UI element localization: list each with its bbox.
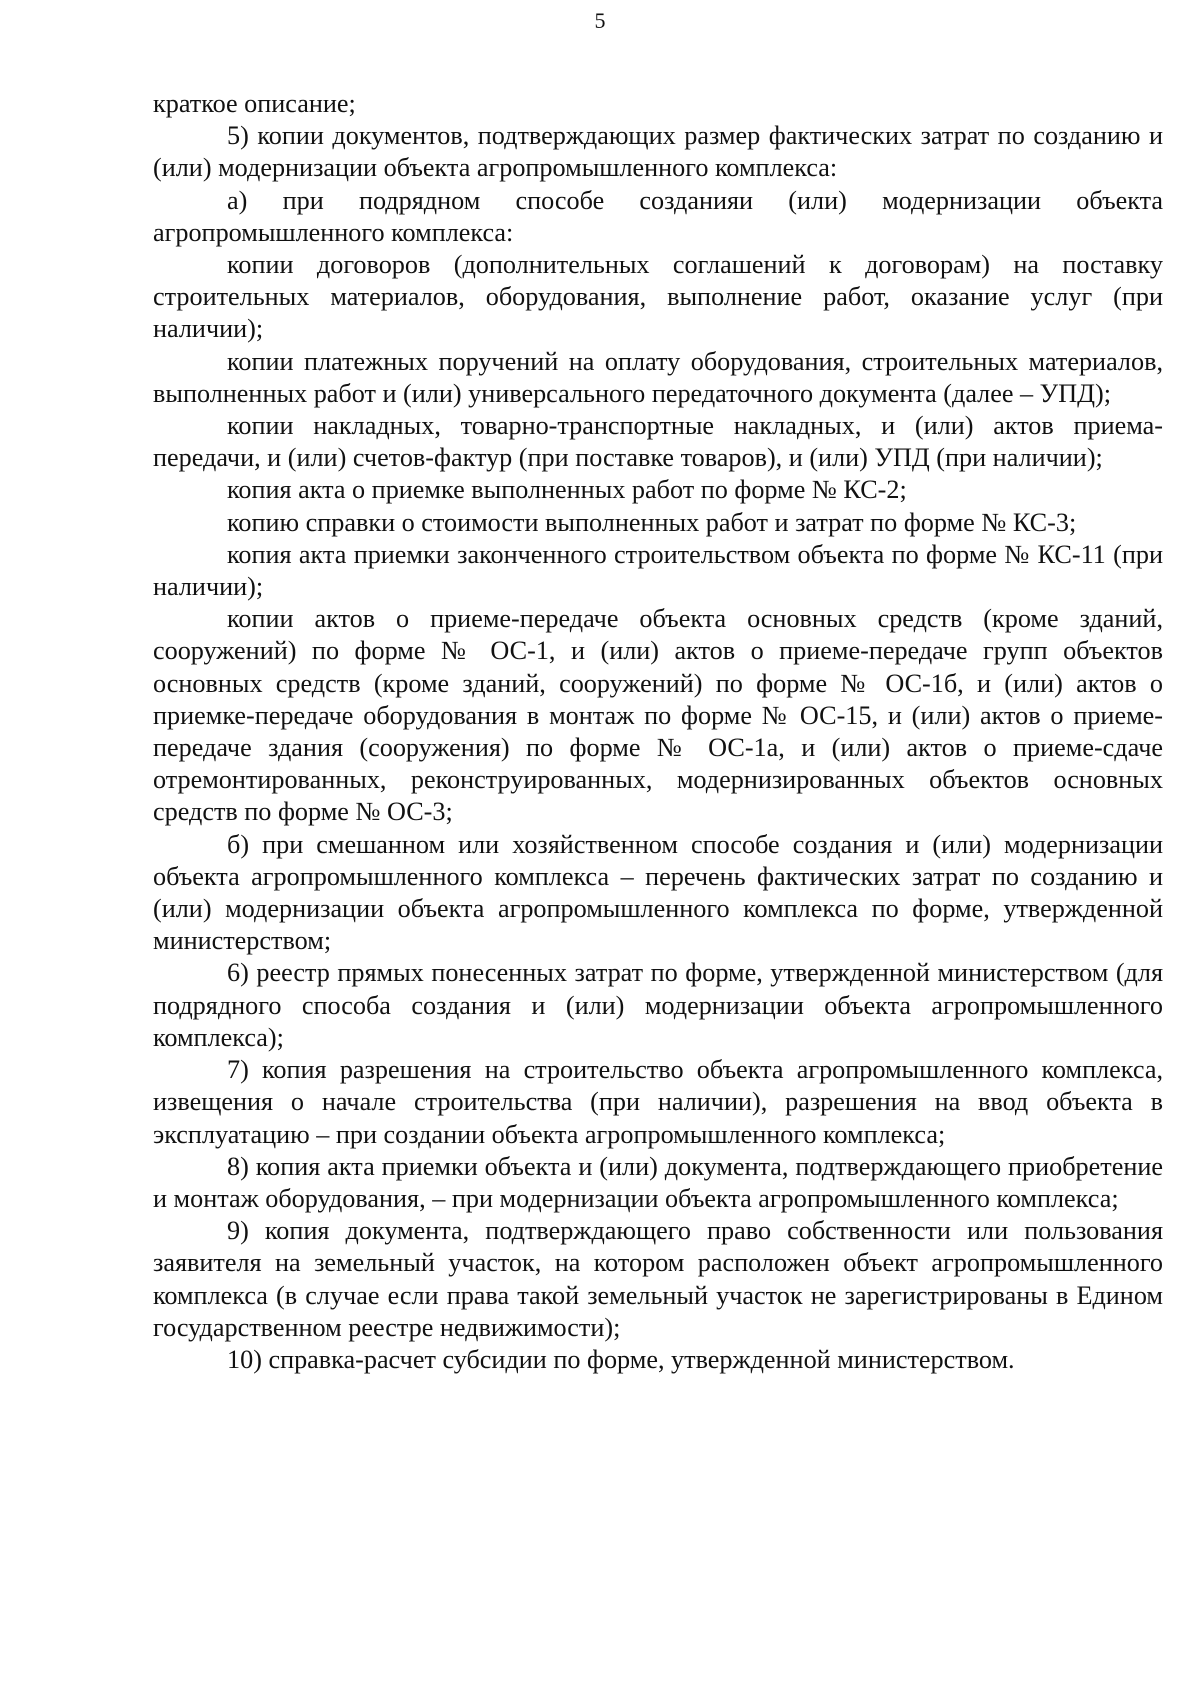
- paragraph-contracts: копии договоров (дополнительных соглашений к договорам) на поставку строительных материалов, оборудования, выполнение работ, оказание услуг (при наличии);: [153, 250, 1163, 344]
- paragraph-item-5: 5) копии документов, подтверждающих размер фактических затрат по созданию и (или) модернизации объекта агропромышленного комплекса:: [153, 121, 1163, 183]
- paragraph-item-10: 10) справка-расчет субсидии по форме, утвержденной министерством.: [227, 1344, 1015, 1374]
- paragraph-ks2: копия акта о приемке выполненных работ по форме № КС-2;: [227, 475, 907, 505]
- paragraph-item-6: 6) реестр прямых понесенных затрат по форме, утвержденной министерством (для подрядного способа создания и (или) модернизации объекта агропромышленного комплекса);: [153, 958, 1163, 1052]
- paragraph-item-5b: б) при смешанном или хозяйственном способе создания и (или) модернизации объекта агропромышленного комплекса – перечень фактических затрат по созданию и (или) модернизации объекта агропромышленного комплекса по форме, утвержденной министерством;: [153, 829, 1163, 956]
- paragraph-item-8: 8) копия акта приемки объекта и (или) документа, подтверждающего приобретение и монтаж оборудования, – при модернизации объекта агропромышленного комплекса;: [153, 1151, 1163, 1213]
- paragraph-ks11: копия акта приемки законченного строительством объекта по форме № КС-11 (при наличии);: [153, 539, 1163, 602]
- page-number: 5: [594, 8, 606, 33]
- paragraph-brief-description: краткое описание;: [153, 89, 356, 118]
- paragraph-item-7: 7) копия разрешения на строительство объекта агропромышленного комплекса, извещения о начале строительства (при наличии), разрешения на ввод объекта в эксплуатацию – при создании объекта агропромышленного комплекса;: [153, 1055, 1163, 1149]
- paragraph-waybills: копии накладных, товарно-транспортные накладных, и (или) актов приема-передачи, и (или) счетов-фактур (при поставке товаров), и (или) УПД (при наличии);: [153, 411, 1163, 473]
- paragraph-ks3: копию справки о стоимости выполненных работ и затрат по форме № КС-3;: [227, 507, 1077, 537]
- document-body: [153, 88, 1163, 1376]
- paragraph-item-5a: а) при подрядном способе созданияи (или) модернизации объекта агропромышленного комплекса:: [153, 185, 1163, 247]
- paragraph-payment-orders: копии платежных поручений на оплату оборудования, строительных материалов, выполненных работ и (или) универсального передаточного документа (далее – УПД);: [153, 346, 1163, 408]
- paragraph-item-9: 9) копия документа, подтверждающего право собственности или пользования заявителя на земельный участок, на котором расположен объект агропромышленного комплекса (в случае если права такой земельный участок не зарегистрированы в Едином государственном реестре недвижимости);: [153, 1216, 1163, 1342]
- paragraph-os-acts: копии актов о приеме-передаче объекта основных средств (кроме зданий, сооружений) по форме № ОС-1, и (или) актов о приеме-передаче групп объектов основных средств (кроме зданий, сооружений) по форме № ОС-1б, и (или) актов о приемке-передаче оборудования в монтаж по форме № ОС-15, и (или) актов о приеме-передаче здания (сооружения) по форме № ОС-1а, и (или) актов о приеме-сдаче отремонтированных, реконструированных, модернизированных объектов основных средств по форме № ОС-3;: [153, 604, 1163, 827]
